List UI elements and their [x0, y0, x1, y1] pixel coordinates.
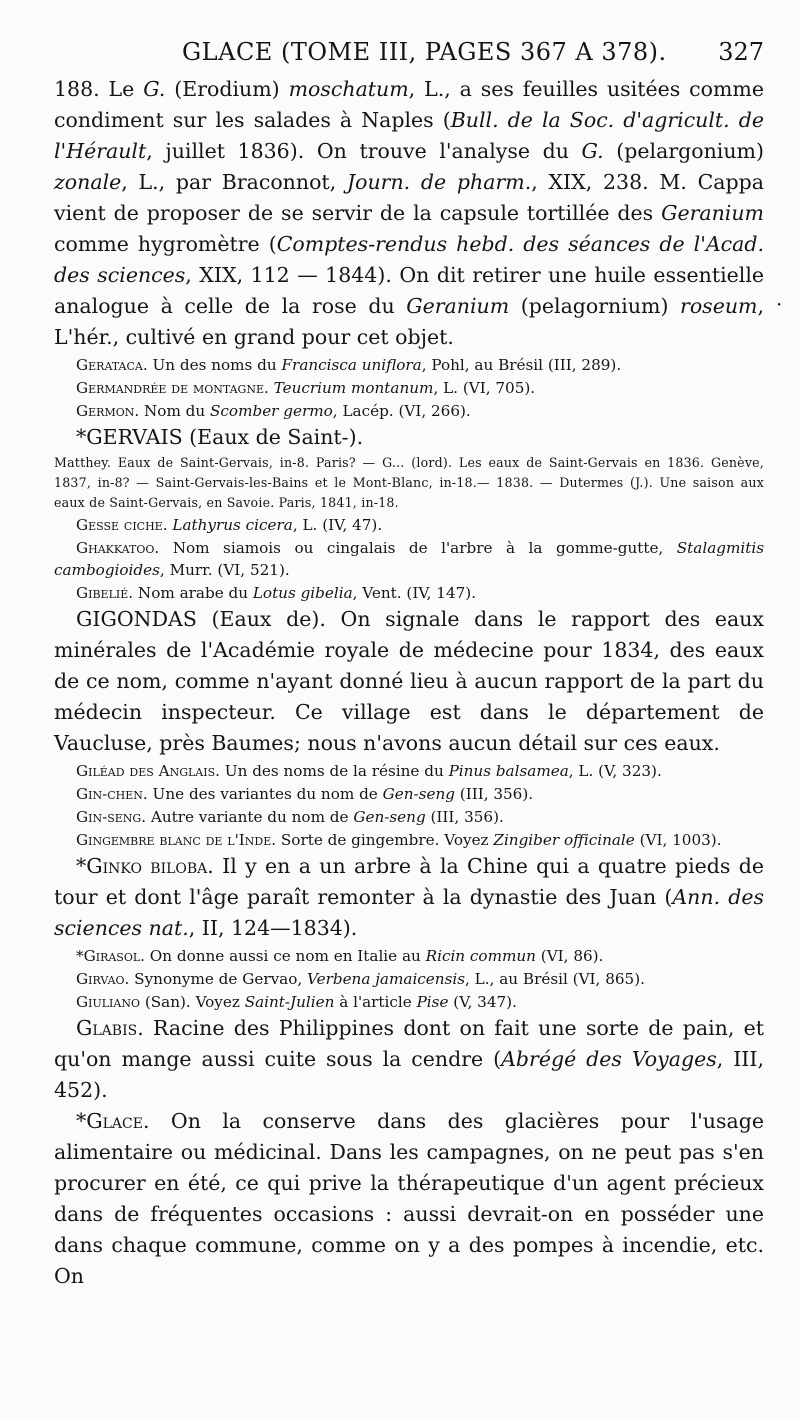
page: [54, 38, 764, 1292]
entry-gibelie: Gibelié. Nom arabe du Lotus gibelia, Vent. (IV, 147).: [76, 584, 477, 602]
entry-ghakkatoo: Ghakkatoo. Nom siamois ou cingalais de l'arbre à la gomme-gutte, Stalagmitis cambogioides, Murr. (VI, 521).: [54, 539, 764, 579]
entry-giuliano: Giuliano (San). Voyez Saint-Julien à l'article Pise (V, 347).: [76, 993, 517, 1011]
entry-girasol: *Girasol. On donne aussi ce nom en Italie au Ricin commun (VI, 86).: [76, 947, 604, 965]
entry-girvao: Girvao. Synonyme de Gervao, Verbena jamaicensis, L., au Brésil (VI, 865).: [76, 970, 645, 988]
entry-glabis: Glabis. Racine des Philippines dont on fait une sorte de pain, et qu'on mange aussi cuite sous la cendre (Abrégé des Voyages, III, 452).: [54, 1016, 765, 1102]
entry-germon: Germon. Nom du Scomber germo, Lacép. (VI, 266).: [76, 402, 471, 420]
entry-glace: *Glace. On la conserve dans des glacières pour l'usage alimentaire ou médicinal. Dans les campagnes, on ne peut pas s'en procurer en été, ce qui prive la thérapeutique d'un agent précieux dans de fréquentes occasions : aussi devrait-on en posséder une dans chaque commune, comme on y a des pompes à incendie, etc. On: [54, 1109, 764, 1288]
header-title: GLACE (TOME III, PAGES 367 A 378).: [182, 38, 667, 66]
margin-speck: ·: [776, 292, 783, 316]
entry-gesse-ciche: Gesse ciche. Lathyrus cicera, L. (IV, 47).: [76, 516, 383, 534]
entry-gerataca: Gerataca. Un des noms du Francisca uniflora, Pohl, au Brésil (III, 289).: [76, 356, 622, 374]
entry-germandree: Germandrée de montagne. Teucrium montanum, L. (VI, 705).: [76, 379, 536, 397]
running-header: [54, 38, 764, 74]
entry-gingembre: Gingembre blanc de l'Inde. Sorte de gingembre. Voyez Zingiber officinale (VI, 1003).: [76, 831, 722, 849]
paragraph-188: 188. Le G. (Erodium) moschatum, L., a ses feuilles usitées comme condiment sur les salades à Naples (Bull. de la Soc. d'agricult. de l'Hérault, juillet 1836). On trouve l'analyse du G. (pelargonium) zonale, L., par Braconnot, Journ. de pharm., XIX, 238. M. Cappa vient de proposer de se servir de la capsule tortillée des Geranium comme hygromètre (Comptes-rendus hebd. des séances de l'Acad. des sciences, XIX, 112 — 1844). On dit retirer une huile essentielle analogue à celle de la rose du Geranium (pelagornium) roseum, L'hér., cultivé en grand pour cet objet.: [54, 77, 765, 349]
entry-ginko-biloba: *Ginko biloba. Il y en a un arbre à la Chine qui a quatre pieds de tour et dont l'âge paraît remonter à la dynastie des Juan (Ann. des sciences nat., II, 124—1834).: [54, 854, 764, 940]
entry-gilead: Giléad des Anglais. Un des noms de la résine du Pinus balsamea, L. (V, 323).: [76, 762, 662, 780]
bibliography-gervais: Matthey. Eaux de Saint-Gervais, in-8. Paris? — G... (lord). Les eaux de Saint-Gervais en 1836. Genève, 1837, in-8? — Saint-Gervais-les-Bains et le Mont-Blanc, in-18.— 1838. — Dutermes (J.). Une saison aux eaux de Saint-Gervais, en Savoie. Paris, 1841, in-18.: [54, 455, 764, 510]
entry-gigondas: GIGONDAS (Eaux de). On signale dans le rapport des eaux minérales de l'Académie royale de médecine pour 1834, des eaux de ce nom, comme n'ayant donné lieu à aucun rapport de la part du médecin inspecteur. Ce village est dans le département de Vaucluse, près Baumes; nous n'avons aucun détail sur ces eaux.: [54, 607, 764, 755]
heading-gervais: *GERVAIS (Eaux de Saint-).: [76, 425, 364, 449]
entry-gin-chen: Gin-chen. Une des variantes du nom de Gen-seng (III, 356).: [76, 785, 534, 803]
page-number: 327: [718, 38, 764, 66]
entry-gin-seng: Gin-seng. Autre variante du nom de Gen-seng (III, 356).: [76, 808, 504, 826]
